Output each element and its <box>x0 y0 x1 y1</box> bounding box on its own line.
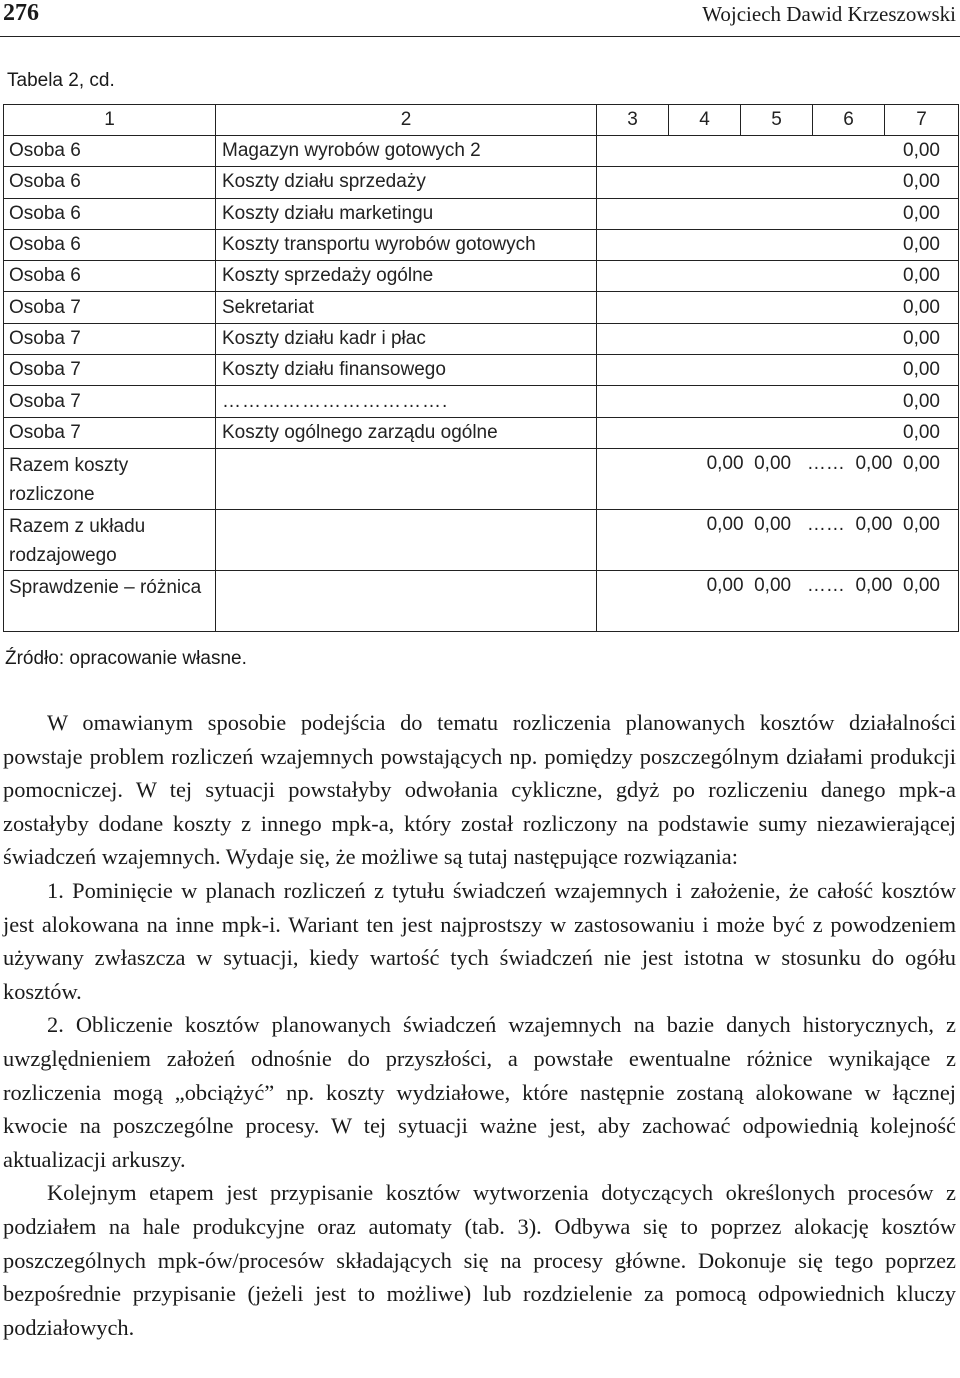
summary-values: 0,00 0,00 …… 0,00 0,00 <box>597 448 959 509</box>
table-row <box>4 355 959 386</box>
table-row <box>4 229 959 260</box>
empty-cell <box>216 570 597 631</box>
column-number: 2 <box>216 105 597 136</box>
paragraph: Kolejnym etapem jest przypisanie kosztów wytworzenia dotyczących określonych procesów z podziałem na hale produkcyjne oraz automaty (tab. 3). Odbywa się to poprzez alokację kosztów poszczególnych mpk-ów/procesów składających się na procesy główne. Dokonuje się tego poprzez bezpośrednie przypisanie (jeżeli jest to możliwe) lub rozdzielenie za pomocą odpowiednich kluczy podziałowych. <box>3 1180 956 1340</box>
summary-label: Razem z układu rodzajowego <box>4 509 216 570</box>
summary-row-check-difference <box>4 570 959 631</box>
value-cell: 0,00 <box>597 198 959 229</box>
page-header <box>0 0 960 37</box>
person-cell: Osoba 7 <box>4 386 216 417</box>
value-cell: 0,00 <box>597 323 959 354</box>
summary-row-total-settled <box>4 448 959 509</box>
paragraph-item-2: 2. Obliczenie kosztów planowanych świadczeń wzajemnych na bazie danych historycznych, z uwzględnieniem założeń odnośnie do przyszłości, a powstałe ewentualne różnice wynikające z rozliczenia mogą „obciążyć” np. koszty wydziałowe, które następnie zostaną alokowane w łącznej kwocie na poszczególne procesy. W tej sytuacji ważne jest, aby zachować odpowiednią kolejność aktualizacji arkuszy. <box>3 1012 956 1172</box>
column-number: 4 <box>669 105 741 136</box>
column-number: 5 <box>741 105 813 136</box>
person-cell: Osoba 7 <box>4 292 216 323</box>
summary-values: 0,00 0,00 …… 0,00 0,00 <box>597 570 959 631</box>
table-row <box>4 261 959 292</box>
item-cell: Koszty ogólnego zarządu ogólne <box>216 417 597 448</box>
table-row <box>4 417 959 448</box>
column-number: 7 <box>885 105 959 136</box>
item-cell: Koszty działu sprzedaży <box>216 167 597 198</box>
column-number: 6 <box>813 105 885 136</box>
person-cell: Osoba 6 <box>4 261 216 292</box>
table-row <box>4 167 959 198</box>
table-header-row <box>4 105 959 136</box>
body-text <box>3 706 956 1344</box>
cost-table <box>3 104 959 632</box>
table-source-note: Źródło: opracowanie własne. <box>5 648 247 669</box>
person-cell: Osoba 7 <box>4 355 216 386</box>
empty-cell <box>216 448 597 509</box>
item-cell: Magazyn wyrobów gotowych 2 <box>216 136 597 167</box>
summary-label: Sprawdzenie – różnica <box>4 570 216 631</box>
table-row <box>4 198 959 229</box>
value-cell: 0,00 <box>597 417 959 448</box>
item-cell: Koszty działu kadr i płac <box>216 323 597 354</box>
value-cell: 0,00 <box>597 229 959 260</box>
item-cell: Sekretariat <box>216 292 597 323</box>
paragraph-item-1: 1. Pominięcie w planach rozliczeń z tytułu świadczeń wzajemnych i założenie, że całość kosztów jest alokowana na inne mpk-i. Wariant ten jest najprostszy w zastosowaniu i może być z powodzeniem używany zwłaszcza w sytuacji, kiedy wartość tych świadczeń nie jest istotna w stosunku do ogółu kosztów. <box>3 877 956 1004</box>
value-cell: 0,00 <box>597 355 959 386</box>
table-caption: Tabela 2, cd. <box>7 70 115 91</box>
item-cell: Koszty działu finansowego <box>216 355 597 386</box>
column-number: 3 <box>597 105 669 136</box>
table-row <box>4 292 959 323</box>
column-number: 1 <box>4 105 216 136</box>
value-cell: 0,00 <box>597 386 959 417</box>
table-row <box>4 136 959 167</box>
person-cell: Osoba 7 <box>4 323 216 354</box>
person-cell: Osoba 6 <box>4 229 216 260</box>
item-cell-placeholder: ……………………………. <box>216 386 597 417</box>
value-cell: 0,00 <box>597 136 959 167</box>
summary-label: Razem koszty rozliczone <box>4 448 216 509</box>
item-cell: Koszty transportu wyrobów gotowych <box>216 229 597 260</box>
table-row <box>4 323 959 354</box>
summary-values: 0,00 0,00 …… 0,00 0,00 <box>597 509 959 570</box>
table-row <box>4 386 959 417</box>
page-number: 276 <box>3 0 39 26</box>
value-cell: 0,00 <box>597 261 959 292</box>
person-cell: Osoba 6 <box>4 198 216 229</box>
running-head-author: Wojciech Dawid Krzeszowski <box>702 2 956 26</box>
person-cell: Osoba 6 <box>4 167 216 198</box>
summary-row-total-by-type <box>4 509 959 570</box>
paragraph: W omawianym sposobie podejścia do tematu rozliczenia planowanych kosztów działalności powstaje problem rozliczeń wzajemnych powstających np. pomiędzy poszczególnym działami produkcji pomocniczej. W tej sytuacji powstałyby odwołania cykliczne, gdyż po rozliczeniu danego mpk-a zostałyby dodane koszty z innego mpk-a, który został rozliczony na podstawie sumy niezawierającej świadczeń wzajemnych. Wydaje się, że możliwe są tutaj następujące rozwiązania: <box>3 710 956 870</box>
empty-cell <box>216 509 597 570</box>
person-cell: Osoba 7 <box>4 417 216 448</box>
value-cell: 0,00 <box>597 292 959 323</box>
item-cell: Koszty sprzedaży ogólne <box>216 261 597 292</box>
value-cell: 0,00 <box>597 167 959 198</box>
person-cell: Osoba 6 <box>4 136 216 167</box>
item-cell: Koszty działu marketingu <box>216 198 597 229</box>
